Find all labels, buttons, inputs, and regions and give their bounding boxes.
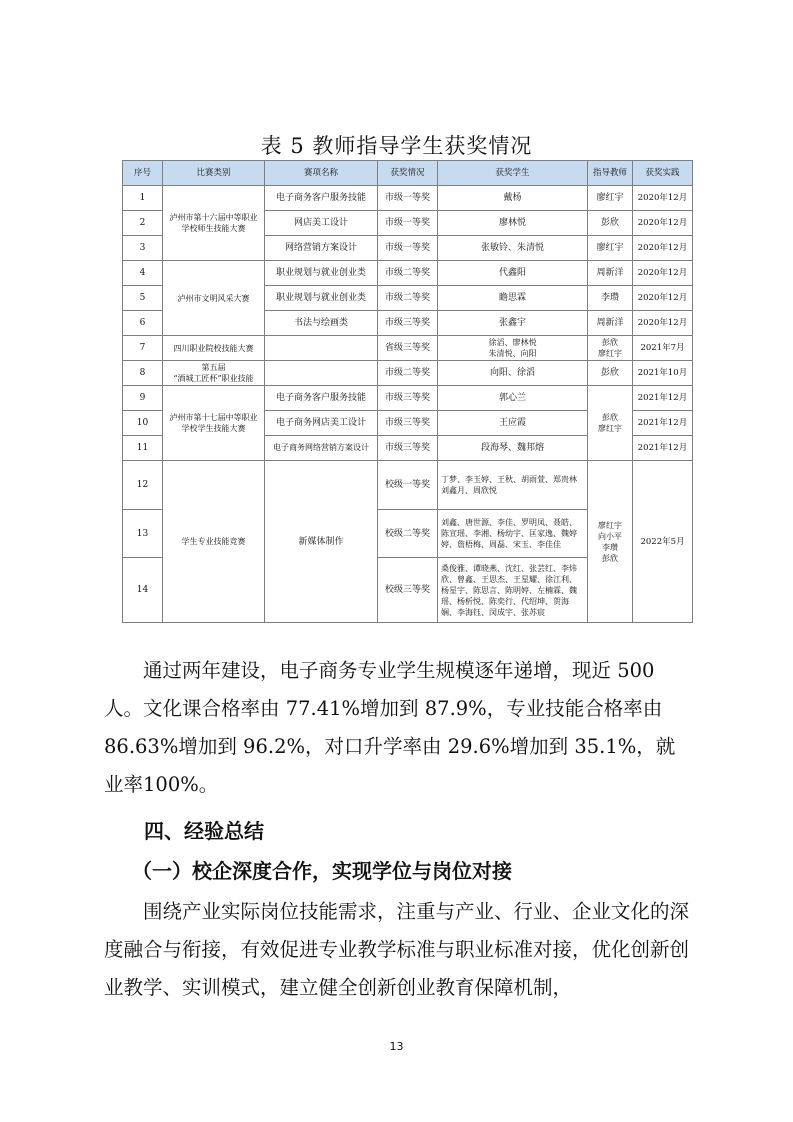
cell-students: 段海琴、魏邦熔 xyxy=(438,436,588,461)
cell-date: 2021年12月 xyxy=(633,436,693,461)
cell-students: 张鑫宇 xyxy=(438,311,588,336)
table-row xyxy=(123,386,693,411)
cell-award: 校级二等奖 xyxy=(378,510,438,558)
cell-date: 2021年12月 xyxy=(633,386,693,411)
body-paragraph-2: 围绕产业实际岗位技能需求，注重与产业、行业、企业文化的深度融合与衔接，有效促进专业教学标准与职业标准对接，优化创新创业教学、实训模式，建立健全创新创业教育保障机制， xyxy=(104,900,690,999)
table-row xyxy=(123,261,693,286)
cell-event xyxy=(265,361,378,386)
cell-students: 徐滔、廖林悦 朱清悦、向阳 xyxy=(438,336,588,361)
cell-teacher: 周新洋 xyxy=(588,311,633,336)
cell-no: 1 xyxy=(123,186,163,211)
cell-event: 书法与绘画类 xyxy=(265,311,378,336)
cell-students: 向阳、徐滔 xyxy=(438,361,588,386)
cell-teacher: 廖红宇 xyxy=(588,236,633,261)
cell-no: 2 xyxy=(123,211,163,236)
table-row xyxy=(123,186,693,211)
table-row xyxy=(123,461,693,510)
cell-no: 6 xyxy=(123,311,163,336)
cell-date: 2020年12月 xyxy=(633,311,693,336)
cell-no: 8 xyxy=(123,361,163,386)
cell-students: 郭心兰 xyxy=(438,386,588,411)
cell-award: 校级一等奖 xyxy=(378,461,438,510)
header-date: 获奖实践 xyxy=(633,161,693,186)
cell-category: 四川职业院校技能大赛 xyxy=(163,336,265,361)
cell-category: 第五届 “酒城工匠杯”职业技能 xyxy=(163,361,265,386)
cell-event: 电子商务网络营销方案设计 xyxy=(265,436,378,461)
cell-teacher: 廖红宇 向小平 李瓒 彭欣 xyxy=(588,461,633,623)
header-teacher: 指导教师 xyxy=(588,161,633,186)
cell-no: 10 xyxy=(123,411,163,436)
cell-students: 王应霞 xyxy=(438,411,588,436)
cell-teacher: 李瓒 xyxy=(588,286,633,311)
subsection-heading: （一）校企深度合作，实现学位与岗位对接 xyxy=(132,859,512,883)
cell-event: 网店美工设计 xyxy=(265,211,378,236)
header-award: 获奖情况 xyxy=(378,161,438,186)
cell-no: 5 xyxy=(123,286,163,311)
cell-no: 13 xyxy=(123,510,163,558)
cell-event: 电子商务客户服务技能 xyxy=(265,386,378,411)
cell-category: 泸州市第十六届中等职业学校师生技能大赛 xyxy=(163,186,265,261)
cell-date: 2021年7月 xyxy=(633,336,693,361)
cell-category: 泸州市文明风采大赛 xyxy=(163,261,265,336)
cell-no: 3 xyxy=(123,236,163,261)
table-caption: 表 5 教师指导学生获奖情况 xyxy=(260,134,533,158)
cell-students: 廖林悦 xyxy=(438,211,588,236)
cell-teacher: 彭欣 廖红宇 xyxy=(588,336,633,361)
cell-category: 学生专业技能竞赛 xyxy=(163,461,265,623)
cell-award: 市级三等奖 xyxy=(378,436,438,461)
cell-date: 2020年12月 xyxy=(633,211,693,236)
cell-no: 9 xyxy=(123,386,163,411)
cell-date: 2020年12月 xyxy=(633,236,693,261)
cell-date: 2020年12月 xyxy=(633,261,693,286)
body-paragraph-1: 通过两年建设，电子商务专业学生规模逐年递增，现近 500人。文化课合格率由 77.41%增加到 87.9%，专业技能合格率由86.63%增加到 96.2%，对口升学率由 29.6%增加到 35.1%，就业率100%。 xyxy=(104,659,676,796)
award-table xyxy=(122,160,693,623)
cell-teacher: 彭欣 廖红宇 xyxy=(588,386,633,461)
cell-award: 校级三等奖 xyxy=(378,558,438,623)
cell-award: 市级一等奖 xyxy=(378,211,438,236)
cell-award: 市级一等奖 xyxy=(378,236,438,261)
header-no: 序号 xyxy=(123,161,163,186)
cell-category: 泸州市第十七届中等职业学校学生技能大赛 xyxy=(163,386,265,461)
cell-students: 丁梦、李玉婷、王秋、胡雨萱、郑贵林刘鑫月、周欣悦 xyxy=(438,461,588,510)
cell-no: 12 xyxy=(123,461,163,510)
cell-students: 桑俊雅、谭晓燕、沈红、张芸红、李炜欣、曾鑫、王思杰、王星耀、徐江利、杨星宇、陈思言、陈明婷、左楠霖、魏瑶、杨析悦、陈奕行、代绍坤、贺海娴、李海钰、闵成宇、张苏宸 xyxy=(438,558,588,623)
cell-award: 市级二等奖 xyxy=(378,361,438,386)
cell-date: 2020年12月 xyxy=(633,286,693,311)
cell-award: 市级一等奖 xyxy=(378,186,438,211)
cell-event: 电子商务客户服务技能 xyxy=(265,186,378,211)
cell-no: 14 xyxy=(123,558,163,623)
cell-date: 2021年10月 xyxy=(633,361,693,386)
cell-students: 戴杨 xyxy=(438,186,588,211)
cell-event: 职业规划与就业创业类 xyxy=(265,286,378,311)
cell-teacher: 廖红宇 xyxy=(588,186,633,211)
cell-date: 2021年12月 xyxy=(633,411,693,436)
page-number: 13 xyxy=(389,1040,404,1053)
header-category: 比赛类别 xyxy=(163,161,265,186)
cell-no: 4 xyxy=(123,261,163,286)
cell-award: 市级二等奖 xyxy=(378,286,438,311)
table-row xyxy=(123,336,693,361)
cell-teacher: 彭欣 xyxy=(588,361,633,386)
cell-event: 网络营销方案设计 xyxy=(265,236,378,261)
cell-no: 7 xyxy=(123,336,163,361)
cell-date: 2020年12月 xyxy=(633,186,693,211)
cell-no: 11 xyxy=(123,436,163,461)
cell-teacher: 彭欣 xyxy=(588,211,633,236)
cell-teacher: 周新洋 xyxy=(588,261,633,286)
cell-award: 市级三等奖 xyxy=(378,386,438,411)
cell-date: 2022年5月 xyxy=(633,461,693,623)
section-heading: 四、经验总结 xyxy=(144,819,264,843)
cell-event: 新媒体制作 xyxy=(265,461,378,623)
table-row xyxy=(123,361,693,386)
cell-students: 刘鑫、唐世源、李佳、罗明凤、聂皓、陈宣瑶、李湘、杨幼宇、匡家逸、魏婷婷、詹梧梅、周磊、宋玉、李佳佳 xyxy=(438,510,588,558)
header-event: 赛项名称 xyxy=(265,161,378,186)
cell-award: 省级三等奖 xyxy=(378,336,438,361)
cell-event xyxy=(265,336,378,361)
table-header-row xyxy=(123,161,693,186)
cell-event: 电子商务网店美工设计 xyxy=(265,411,378,436)
cell-students: 张敏铃、朱清悦 xyxy=(438,236,588,261)
cell-award: 市级三等奖 xyxy=(378,311,438,336)
cell-students: 瞻思霖 xyxy=(438,286,588,311)
cell-students: 代鑫阳 xyxy=(438,261,588,286)
header-students: 获奖学生 xyxy=(438,161,588,186)
cell-award: 市级三等奖 xyxy=(378,411,438,436)
cell-event: 职业规划与就业创业类 xyxy=(265,261,378,286)
cell-award: 市级二等奖 xyxy=(378,261,438,286)
